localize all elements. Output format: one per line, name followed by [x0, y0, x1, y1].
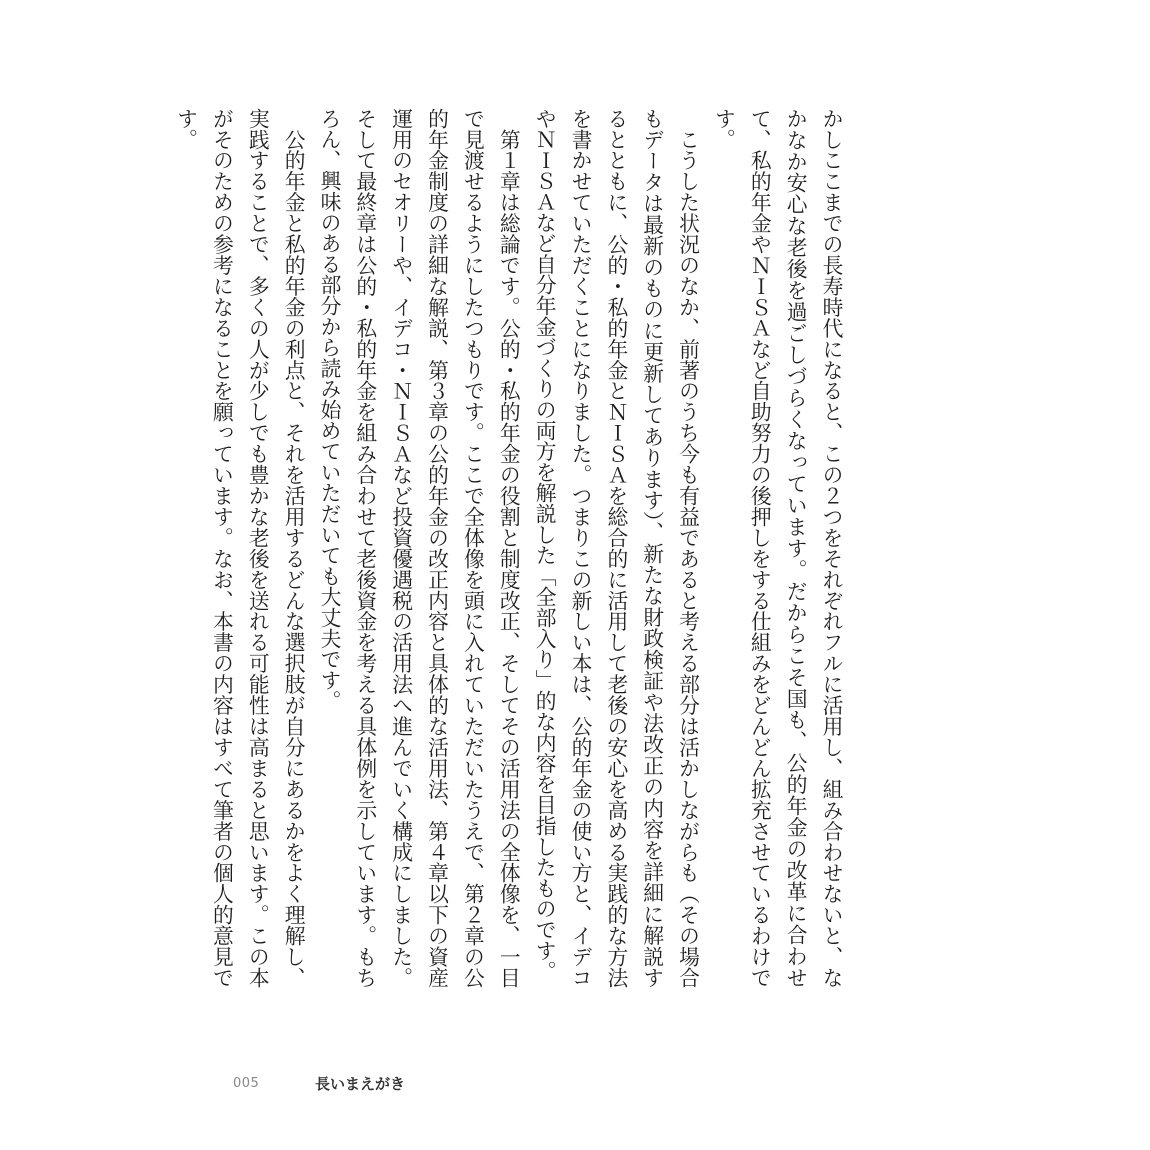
paragraph: かしここまでの長寿時代になると、この２つをそれぞれフルに活用し、組み合わせないと、なかなか安心な老後を過ごしづらくなっています。だからこそ国も、公的年金の改革に合わせて、私的年金やＮＩＳＡなど自助努力の後押しをする仕組みをどんどん拡充させているわけです。 — [711, 108, 843, 988]
paragraph: こうした状況のなか、前著のうち今も有益であると考える部分は活かしながらも（その場合もデータは最新のものに更新してあります）、新たな財政検証や法改正の内容を詳細に解説するとともに、公的・私的年金とＮＩＳＡを総合的に活用して老後の安心を高める実践的な方法を書かせていただくことになりました。つまりこの新しい本は、公的年金の使い方と、イデコやＮＩＳＡなど自分年金づくりの両方を解説した「全部入り」的な内容を目指したものです。 — [532, 108, 700, 988]
running-title: 長いまえがき — [315, 1074, 406, 1093]
page-number: 005 — [233, 1075, 260, 1091]
page-footer — [233, 1068, 405, 1098]
paragraph: 第１章は総論です。公的・私的年金の役割と制度改正、そしてその活用法の全体像を、一目で見渡せるようにしたつもりです。ここで全体像を頭に入れていただいたうえで、第２章の公的年金制度の詳細な解説、第３章の公的年金の改正内容と具体的な活用法、第４章以下の資産運用のセオリーや、イデコ・ＮＩＳＡなど投資優遇税の活用法へ進んでいく構成にしました。そして最終章は公的・私的年金を組み合わせて老後資金を考える具体例を示しています。もちろん、興味のある部分から読み始めていただいても大丈夫です。 — [316, 108, 521, 988]
paragraph: 公的年金と私的年金の利点と、それを活用するどんな選択肢が自分にあるかをよく理解し、実践することで、多くの人が少しでも豊かな老後を送れる可能性は高まると思います。この本がそのための参考になることを願っています。なお、本書の内容はすべて筆者の個人的意見です。 — [173, 108, 306, 988]
vertical-body-text — [173, 108, 848, 988]
